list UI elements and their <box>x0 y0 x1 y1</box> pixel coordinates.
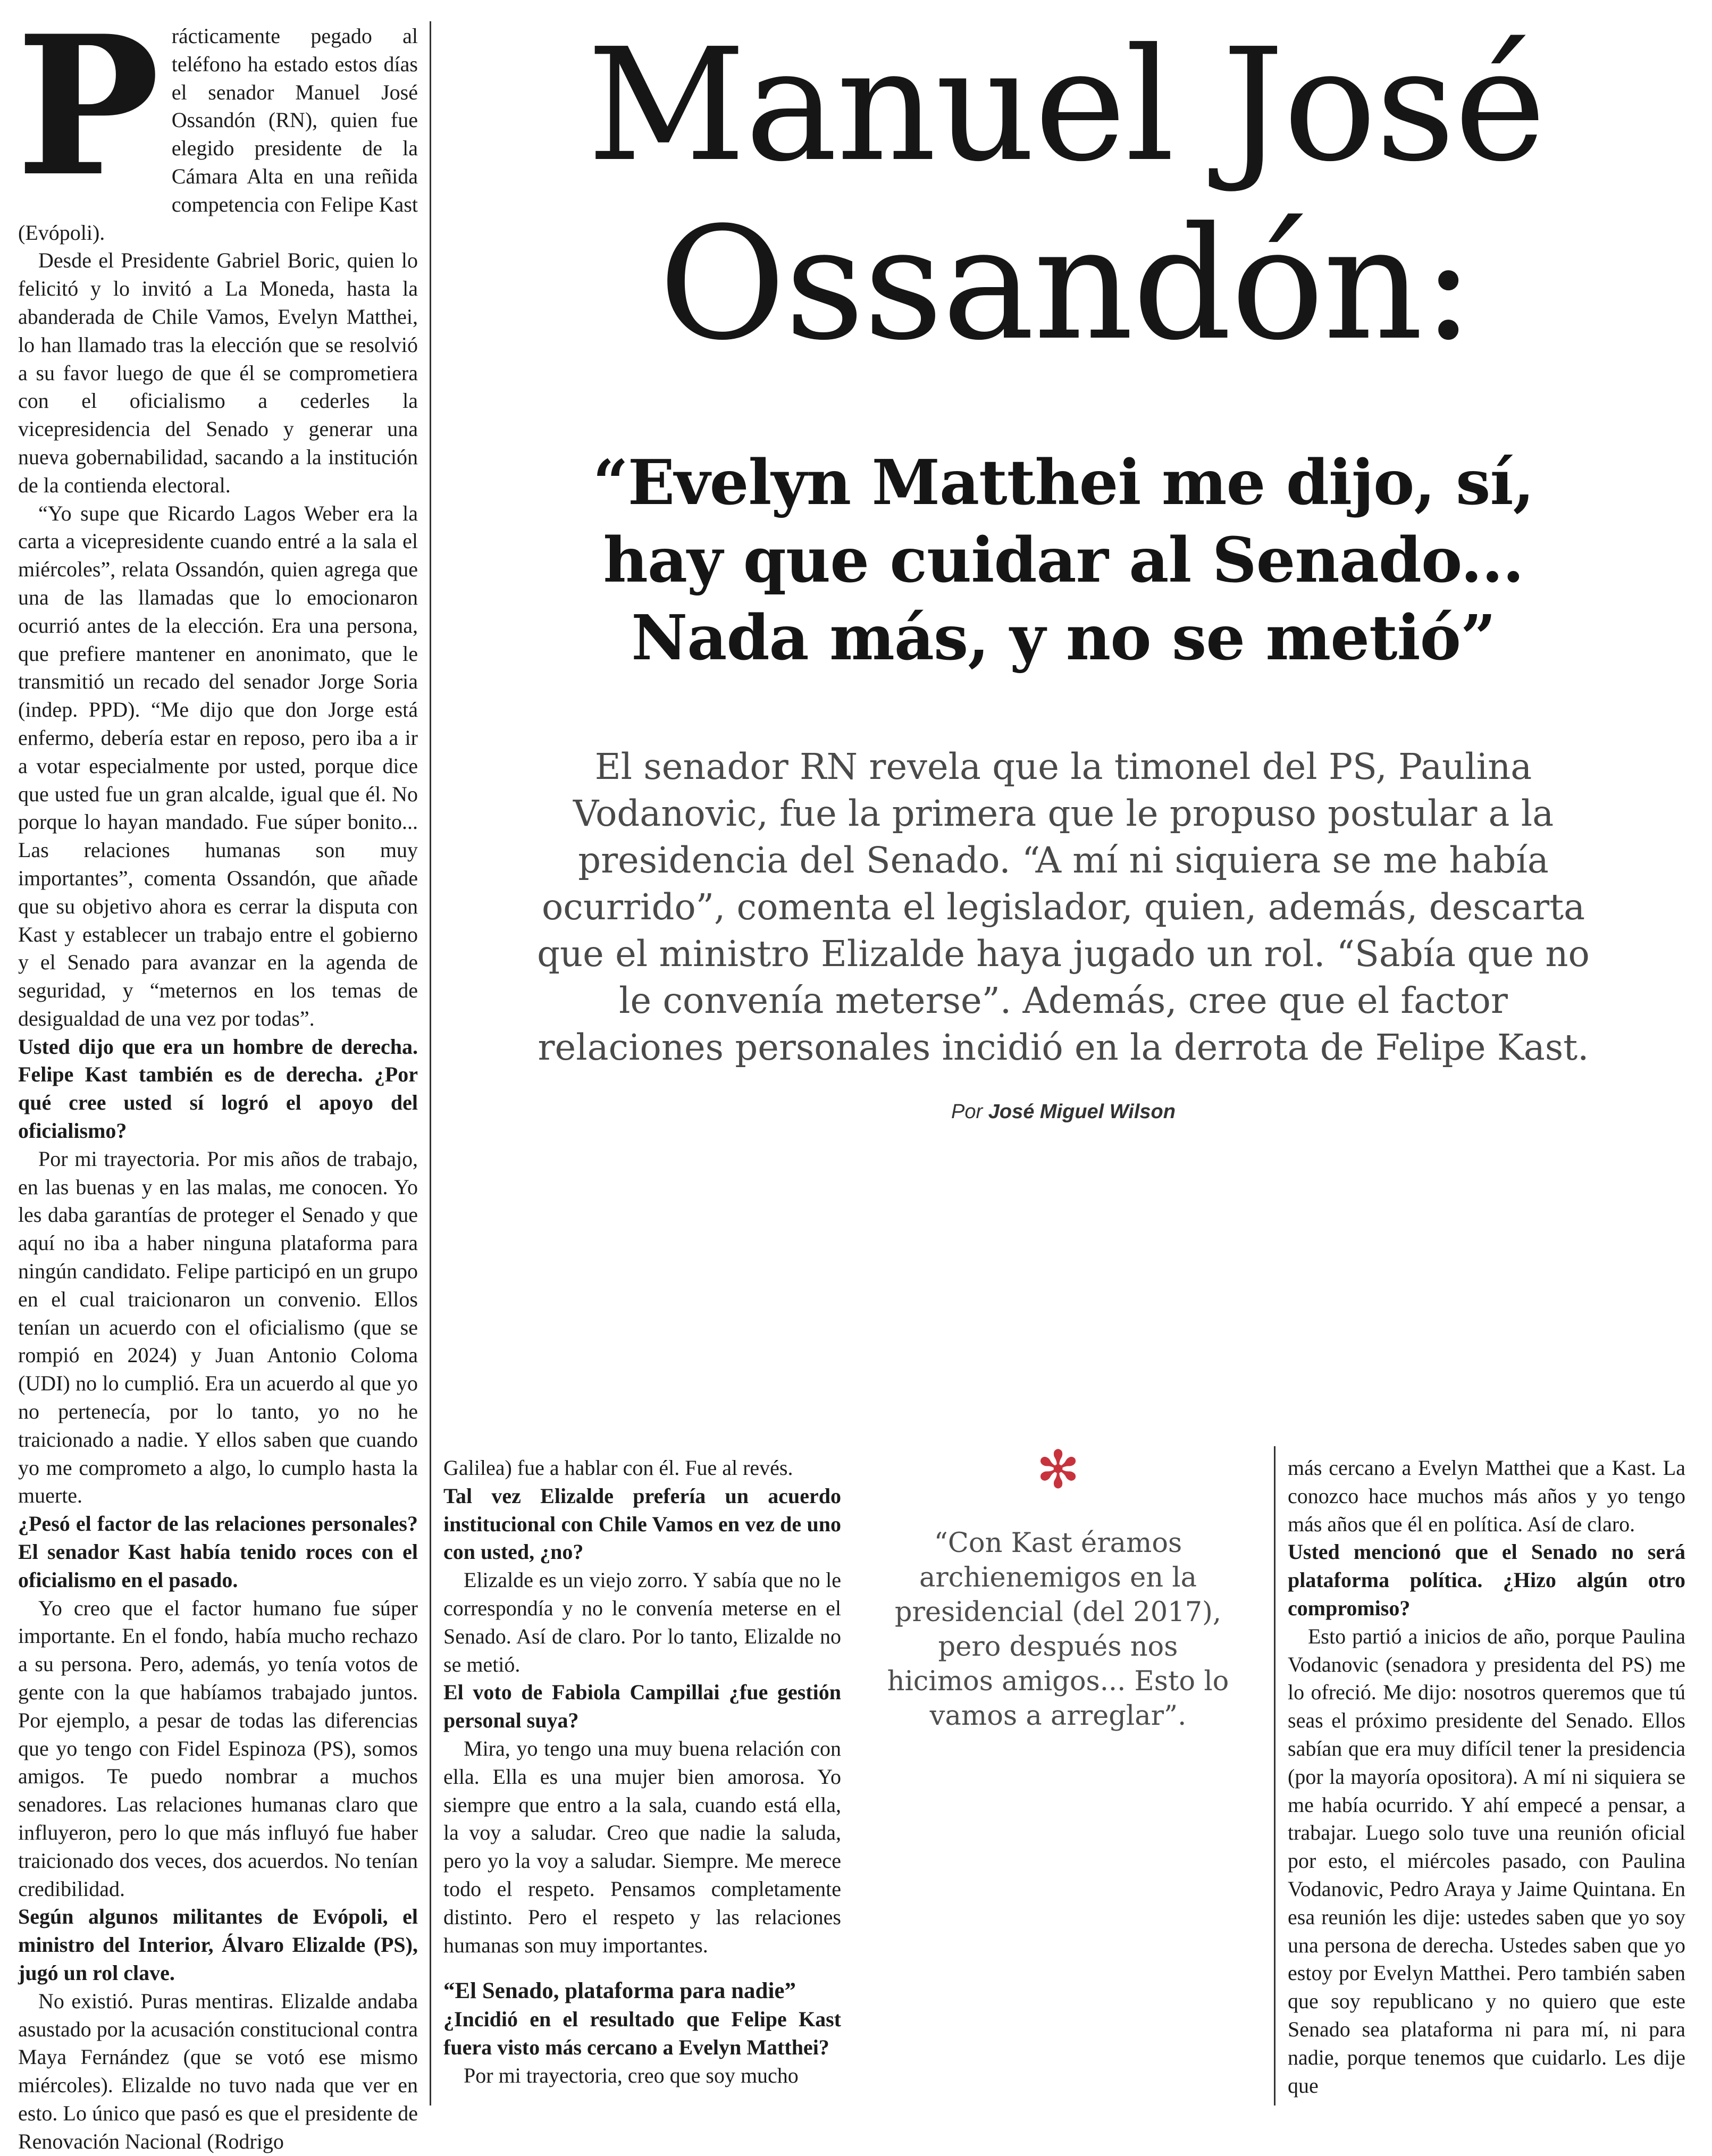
paragraph: Yo creo que el factor humano fue súper importante. En el fondo, había mucho rechazo a su persona. Pero, además, yo tenía votos de gente con la que habíamos trabajado juntos. Por ejemplo, a pesar de todas las diferencias que yo tengo con Fidel Espinoza (PS), somos amigos. Te puedo nombrar a muchos senadores. Las relaciones humanas claro que influyeron, pero lo que más influyó fue haber traicionado dos veces, dos acuerdos. No tenían credibilidad. <box>18 1596 418 1901</box>
byline <box>532 1101 1595 1123</box>
interview-question: Tal vez Elizalde prefería un acuerdo institucional con Chile Vamos en vez de uno con usted, ¿no? <box>443 1483 841 1564</box>
paragraph: Galilea) fue a hablar con él. Fue al revés. <box>443 1456 793 1480</box>
paragraph: más cercano a Evelyn Matthei que a Kast. La conozco hace muchos más años y yo tengo más años que él en política. Así de claro. <box>1288 1456 1685 1536</box>
byline-prefix: Por <box>951 1101 983 1123</box>
deck-summary: El senador RN revela que la timonel del PS, Paulina Vodanovic, fue la primera que le propuso postular a la presidencia del Senado. “A mí ni siquiera se me había ocurrido”, comenta el legislador, quien, además, descarta que el ministro Elizalde haya jugado un rol. “Sabía que no le convenía meterse”. Además, cree que el factor relaciones personales incidió en la derrota de Felipe Kast. <box>537 746 1590 1068</box>
paragraph: Por mi trayectoria, creo que soy mucho <box>464 2063 799 2087</box>
paragraph: “Yo supe que Ricardo Lagos Weber era la carta a vicepresidente cuando entré a la sala el miércoles”, relata Ossandón, quien agrega que una de las llamadas que lo emocionaron ocurrió antes de la elección. Era una persona, que prefiere mantener en anonimato, que le transmitió un recado del senador Jorge Soria (indep. PPD). “Me dijo que don Jorge está enfermo, debería estar en reposo, pero iba a ir a votar especialmente por usted, porque dice que usted fue un gran alcalde, igual que él. No porque lo hayan mandado. Fue súper bonito... Las relaciones humanas son muy importantes”, comenta Ossandón, que añade que su objetivo ahora es cerrar la disputa con Kast y establecer un trabajo entre el gobierno y el Senado para avanzar en la agenda de seguridad, y “meternos en los temas de desigualdad de una vez por todas”. <box>18 501 418 1030</box>
paragraph: No existió. Puras mentiras. Elizalde andaba asustado por la acusación constitucional contra Maya Fernández (que se votó ese mismo miércoles). Elizalde no tuvo nada que ver en esto. Lo único que pasó es que el presidente de Renovación Nacional (Rodrigo <box>18 1989 418 2153</box>
interview-question: ¿Pesó el factor de las relaciones personales? El senador Kast había tenido roces con el oficialismo en el pasado. <box>18 1512 418 1592</box>
paragraph: Esto partió a inicios de año, porque Paulina Vodanovic (senadora y presidenta del PS) me lo ofreció. Me dijo: nosotros queremos que tú seas el próximo presidente del Senado. Ellos sabían que era muy difícil tener la presidencia (por la mayoría opositora). A mí ni siquiera se me había ocurrido. Y ahí empecé a pensar, a trabajar. Luego solo tuve una reunión oficial por esto, el miércoles pasado, con Paulina Vodanovic, Pedro Araya y Jaime Quintana. En esa reunión les dije: ustedes saben que yo soy una persona de derecha. Ustedes saben que yo estoy por Evelyn Matthei. Pero también saben que soy republicano y no quiero que este Senado sea plataforma ni para mí, ni para nadie, porque tenemos que cuidarlo. Les dije que <box>1288 1624 1685 2098</box>
interview-question: ¿Incidió en el resultado que Felipe Kast fuera visto más cercano a Evelyn Matthei? <box>443 2007 841 2059</box>
column-divider <box>430 21 431 2105</box>
asterisk-ornament-icon: ✻ <box>1036 1440 1080 1500</box>
interview-question: Usted dijo que era un hombre de derecha. Felipe Kast también es de derecha. ¿Por qué cree usted sí logró el apoyo del oficialismo? <box>18 1034 418 1143</box>
column-divider <box>1274 1446 1275 2105</box>
pull-quote: “Con Kast éramos archienemigos en la presidencial (del 2017), pero después nos hicimos amigos... Esto lo vamos a arreglar”. <box>887 1528 1229 1732</box>
article-column-2 <box>443 1454 841 2090</box>
paragraph: Por mi trayectoria. Por mis años de trabajo, en las buenas y en las malas, me conocen. Yo les daba garantías de proteger el Senado y que aquí no iba a haber ninguna plataforma para ningún candidato. Felipe participó en un grupo en el cual traicionaron un convenio. Ellos tenían un acuerdo con el oficialismo (que se rompió en 2024) y Juan Antonio Coloma (UDI) no lo cumplió. Era un acuerdo al que yo no pertenecía, por lo tanto, yo no he traicionado a nadie. Y ellos saben que cuando yo me comprometo a algo, lo cumplo hasta la muerte. <box>18 1146 418 1508</box>
paragraph: Mira, yo tengo una muy buena relación con ella. Ella es una mujer bien amorosa. Yo siempre que entro a la sala, cuando está ella, la voy a saludar. Creo que nadie la saluda, pero yo la voy a saludar. Siempre. Me merece todo el respeto. Pensamos completamente distinto. Pero el respeto y las relaciones humanas son muy importantes. <box>443 1736 841 1957</box>
byline-author: José Miguel Wilson <box>988 1101 1176 1123</box>
paragraph: Elizalde es un viejo zorro. Y sabía que no le correspondía y no le convenía meterse en el Senado. Así de claro. Por lo tanto, Elizalde no se metió. <box>443 1568 841 1676</box>
article-column-1 <box>16 0 418 2156</box>
interview-question: Usted mencionó que el Senado no será plataforma política. ¿Hizo algún otro compromiso? <box>1288 1540 1685 1620</box>
drop-cap: P <box>16 0 160 219</box>
section-subtitle: “El Senado, plataforma para nadie” <box>443 1978 796 2004</box>
paragraph: rácticamente pegado al teléfono ha estado estos días el senador Manuel José Ossandón (RN), quien fue elegido presidente de la Cámara Alta en una reñida competencia con Felipe Kast (Evópoli). <box>18 24 418 245</box>
headline: Manuel José Ossandón: <box>587 15 1545 374</box>
interview-question: Según algunos militantes de Evópoli, el ministro del Interior, Álvaro Elizalde (PS), jugó un rol clave. <box>18 1905 418 1985</box>
article-column-4 <box>1288 1454 1685 2100</box>
interview-question: El voto de Fabiola Campillai ¿fue gestión personal suya? <box>443 1680 841 1733</box>
subheadline-quote: “Evelyn Matthei me dijo, sí, hay que cuidar al Senado... Nada más, y no se metió” <box>593 447 1534 674</box>
paragraph: Desde el Presidente Gabriel Boric, quien lo felicitó y lo invitó a La Moneda, hasta la abanderada de Chile Vamos, Evelyn Matthei, lo han llamado tras la elección que se resolvió a su favor luego de que él se comprometiera con el oficialismo a cederles la vicepresidencia del Senado y generar una nueva gobernabilidad, sacando a la institución de la contienda electoral. <box>18 248 418 497</box>
